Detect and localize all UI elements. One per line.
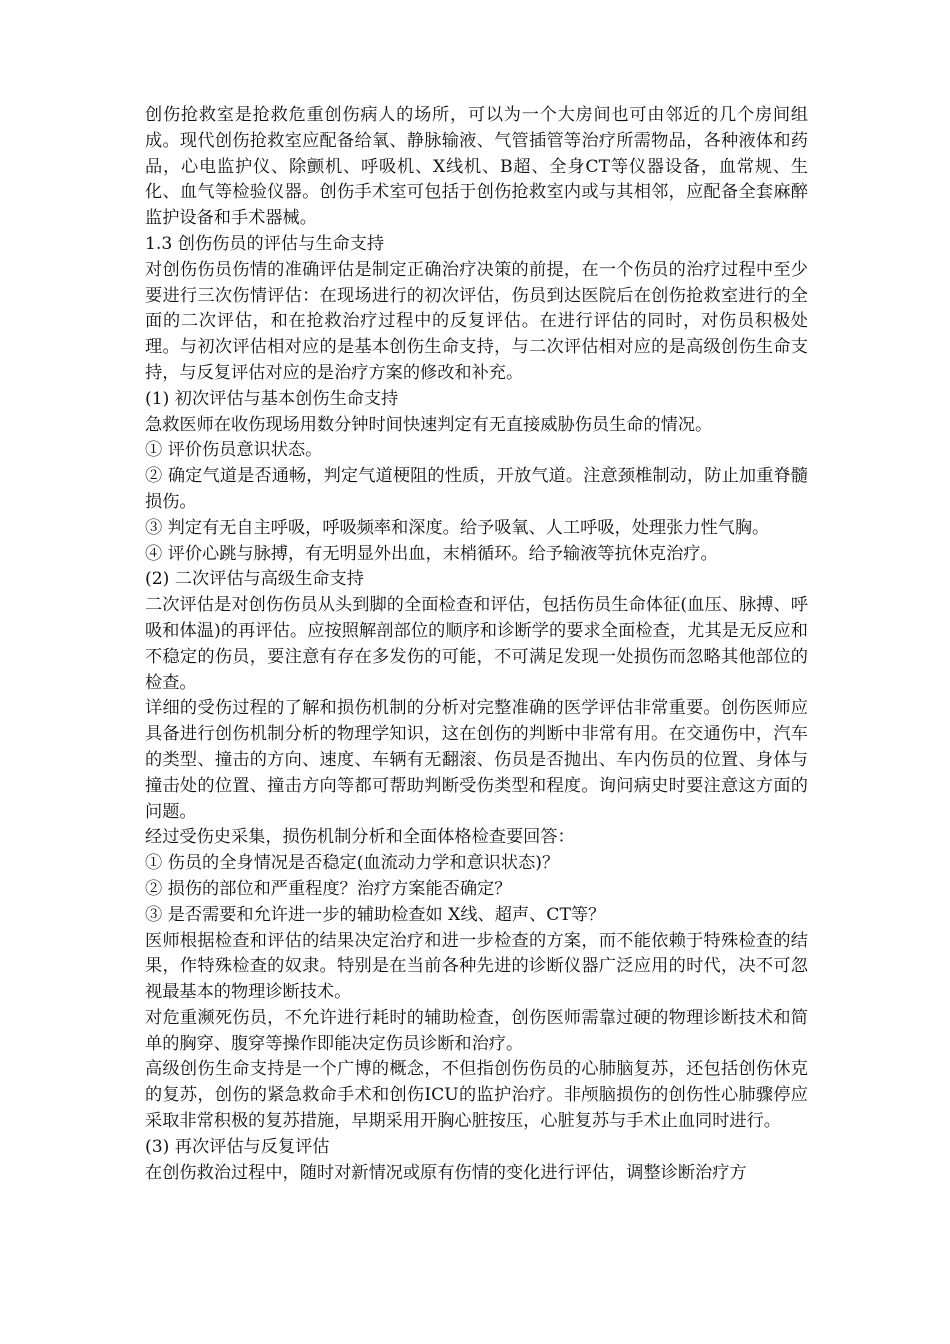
paragraph-trauma-room: 创伤抢救室是抢救危重创伤病人的场所，可以为一个大房间也可由邻近的几个房间组成。现代创伤抢救室应配备给氧、静脉输液、气管插管等治疗所需物品，各种液体和药品，心电监护仪、除颤机、呼吸机、X线机、B超、全身CT等仪器设备，血常规、生化、血气等检验仪器。创伤手术室可包括于创伤抢救室内或与其相邻，应配备全套麻醉监护设备和手术器械。 (145, 105, 808, 229)
list-item-breathing: ③ 判定有无自主呼吸，呼吸频率和深度。给予吸氧、人工呼吸，处理张力性气胸。 (145, 517, 770, 538)
subheading-secondary-assessment: (2) 二次评估与高级生命支持 (145, 569, 364, 590)
paragraph-assessment-intro: 对创伤伤员伤情的准确评估是制定正确治疗决策的前提，在一个伤员的治疗过程中至少要进行三次伤情评估：在现场进行的初次评估，伤员到达医院后在创伤抢救室进行的全面的二次评估，和在抢救治疗过程中的反复评估。在进行评估的同时，对伤员积极处理。与初次评估相对应的是基本创伤生命支持，与二次评估相对应的是高级创伤生命支持，与反复评估对应的是治疗方案的修改和补充。 (145, 259, 808, 383)
list-item-stability: ① 伤员的全身情况是否稳定(血流动力学和意识状态)？ (145, 853, 560, 874)
paragraph-secondary-assessment: 二次评估是对创伤伤员从头到脚的全面检查和评估，包括伤员生命体征(血压、脉搏、呼吸和体温)的再评估。应按照解剖部位的顺序和诊断学的要求全面检查，尤其是无反应和不稳定的伤员，要注意有存在多发伤的可能，不可满足发现一处损伤而忽略其他部位的检查。 (145, 595, 808, 693)
paragraph-critical-patients: 对危重濒死伤员，不允许进行耗时的辅助检查，创伤医师需靠过硬的物理诊断技术和简单的胸穿、腹穿等操作即能决定伤员诊断和治疗。 (145, 1007, 808, 1054)
list-item-airway: ② 确定气道是否通畅，判定气道梗阻的性质，开放气道。注意颈椎制动，防止加重脊髓损伤。 (145, 466, 808, 512)
subheading-reassessment: (3) 再次评估与反复评估 (145, 1136, 330, 1157)
paragraph-reassessment: 在创伤救治过程中，随时对新情况或原有伤情的变化进行评估，调整诊断治疗方 (145, 1162, 747, 1183)
subheading-initial-assessment: (1) 初次评估与基本创伤生命支持 (145, 388, 399, 409)
document-page (145, 103, 808, 1186)
paragraph-injury-mechanism: 详细的受伤过程的了解和损伤机制的分析对完整准确的医学评估非常重要。创伤医师应具备进行创伤机制分析的物理学知识，这在创伤的判断中非常有用。在交通伤中，汽车的类型、撞击的方向、速度、车辆有无翻滚、伤员是否抛出、车内伤员的位置、身体与撞击处的位置、撞击方向等都可帮助判断受伤类型和程度。询问病史时要注意这方面的问题。 (145, 698, 808, 822)
paragraph-questions-intro: 经过受伤史采集，损伤机制分析和全面体格检查要回答： (145, 827, 575, 848)
paragraph-physical-diagnosis: 医师根据检查和评估的结果决定治疗和进一步检查的方案，而不能依赖于特殊检查的结果，作特殊检查的奴隶。特别是在当前各种先进的诊断仪器广泛应用的时代，决不可忽视最基本的物理诊断技术。 (145, 930, 808, 1003)
list-item-consciousness: ① 评价伤员意识状态。 (145, 440, 323, 461)
section-heading-1-3: 1.3 创伤伤员的评估与生命支持 (145, 233, 385, 254)
list-item-auxiliary-exam: ③ 是否需要和允许进一步的辅助检查如 X线、超声、CT等？ (145, 904, 606, 925)
list-item-circulation: ④ 评价心跳与脉搏，有无明显外出血，末梢循环。给予输液等抗休克治疗。 (145, 543, 718, 564)
list-item-severity: ② 损伤的部位和严重程度？治疗方案能否确定？ (145, 878, 512, 899)
paragraph-advanced-life-support: 高级创伤生命支持是一个广博的概念，不但指创伤伤员的心肺脑复苏，还包括创伤休克的复苏，创伤的紧急救命手术和创伤ICU的监护治疗。非颅脑损伤的创伤性心肺骤停应采取非常积极的复苏措施，早期采用开胸心脏按压，心脏复苏与手术止血同时进行。 (145, 1059, 808, 1132)
paragraph-field-assessment: 急救医师在收伤现场用数分钟时间快速判定有无直接威胁伤员生命的情况。 (145, 414, 713, 435)
